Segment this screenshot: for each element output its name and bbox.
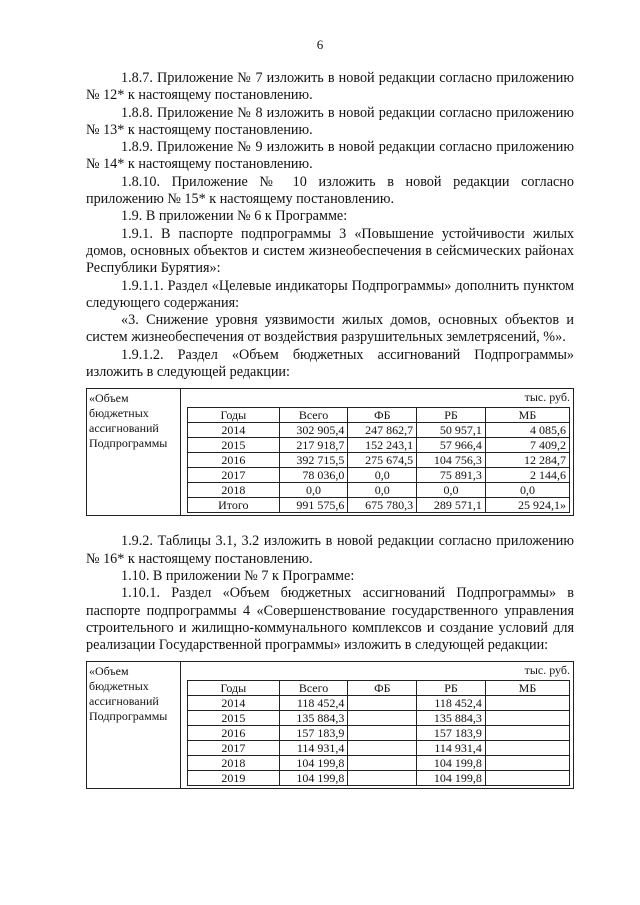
- table-cell: 75 891,3: [417, 468, 486, 483]
- table-row: [188, 696, 570, 711]
- column-header: ФБ: [348, 681, 417, 696]
- table-row: [188, 741, 570, 756]
- paragraph: 1.8.8. Приложение № 8 изложить в новой редакции согласно приложению № 13* к настоящему постановлению.: [86, 104, 574, 138]
- table-cell: 2 144,6: [485, 468, 569, 483]
- column-header: МБ: [485, 681, 569, 696]
- column-header: Всего: [279, 408, 348, 423]
- table-row: [188, 453, 570, 468]
- table-cell: 25 924,1»: [485, 498, 569, 513]
- table-cell: [348, 726, 417, 741]
- budget-table-2: [86, 661, 574, 789]
- paragraph: 1.10. В приложении № 7 к Программе:: [121, 567, 355, 584]
- table-row: [188, 726, 570, 741]
- column-header: Всего: [279, 681, 348, 696]
- table-cell: 289 571,1: [417, 498, 486, 513]
- table-cell: [485, 771, 569, 786]
- table-cell: Итого: [188, 498, 280, 513]
- table-row: [188, 711, 570, 726]
- table-cell: 7 409,2: [485, 438, 569, 453]
- table-header-row: [188, 408, 570, 423]
- table-cell: 217 918,7: [279, 438, 348, 453]
- table-cell: 2017: [188, 468, 280, 483]
- budget-data-table: [187, 680, 570, 786]
- table-cell: 2015: [188, 438, 280, 453]
- paragraph: 1.8.7. Приложение № 7 изложить в новой редакции согласно приложению № 12* к настоящему постановлению.: [86, 70, 574, 104]
- table-row: [188, 483, 570, 498]
- table-cell: 104 199,8: [279, 756, 348, 771]
- table-cell: 247 862,7: [348, 423, 417, 438]
- paragraph: 1.9.2. Таблицы 3.1, 3.2 изложить в новой редакции согласно приложению № 16* к настоящему постановлению.: [86, 533, 574, 567]
- table-cell: [348, 771, 417, 786]
- column-header: РБ: [417, 681, 486, 696]
- table-cell: 135 884,3: [279, 711, 348, 726]
- table-row-total: [188, 498, 570, 513]
- table-header-row: [188, 681, 570, 696]
- table-cell: 57 966,4: [417, 438, 486, 453]
- table-cell: 157 183,9: [417, 726, 486, 741]
- column-header: МБ: [485, 408, 569, 423]
- table-row: [188, 423, 570, 438]
- budget-table-1: [86, 388, 574, 516]
- page-number: 6: [316, 37, 324, 52]
- table-cell: 2018: [188, 756, 280, 771]
- table-row: [188, 468, 570, 483]
- table-cell: [348, 741, 417, 756]
- table-cell: [485, 756, 569, 771]
- budget-label: «Объем бюджетных ассигнований Подпрограммы: [87, 389, 181, 515]
- paragraph: 1.9.1.2. Раздел «Объем бюджетных ассигнований Подпрограммы» изложить в следующей редакции:: [86, 346, 574, 381]
- paragraph: 1.8.10. Приложение № 10 изложить в новой редакции согласно приложению № 15* к настоящему постановлению.: [86, 173, 574, 208]
- column-header: Годы: [188, 681, 280, 696]
- unit-label: тыс. руб.: [524, 390, 570, 405]
- table-cell: 0,0: [485, 483, 569, 498]
- paragraph: «3. Снижение уровня уязвимости жилых домов, основных объектов и систем жизнеобеспечения от воздействия разрушительных землетрясений, %».: [86, 312, 574, 346]
- table-row: [188, 756, 570, 771]
- table-cell: 4 085,6: [485, 423, 569, 438]
- table-cell: 275 674,5: [348, 453, 417, 468]
- table-cell: 991 575,6: [279, 498, 348, 513]
- table-row: [188, 438, 570, 453]
- paragraph: 1.9. В приложении № 6 к Программе:: [121, 208, 348, 225]
- table-cell: 104 756,3: [417, 453, 486, 468]
- table-cell: 50 957,1: [417, 423, 486, 438]
- document-body: [86, 70, 574, 789]
- table-cell: [485, 696, 569, 711]
- paragraph: 1.9.1.1. Раздел «Целевые индикаторы Подпрограммы» дополнить пунктом следующего содержания:: [86, 277, 574, 311]
- table-cell: [485, 726, 569, 741]
- table-cell: 152 243,1: [348, 438, 417, 453]
- budget-values: [181, 662, 573, 788]
- paragraph: 1.8.9. Приложение № 9 изложить в новой редакции согласно приложению № 14* к настоящему постановлению.: [86, 139, 574, 173]
- table-cell: 675 780,3: [348, 498, 417, 513]
- paragraph: 1.10.1. Раздел «Объем бюджетных ассигнований Подпрограммы» в паспорте подпрограммы 4 «Совершенствование государственного управления строительного и жилищно-коммунального комплексов и создание условий для реализации Государственной программы» изложить в следующей редакции:: [86, 585, 574, 654]
- table-cell: 114 931,4: [279, 741, 348, 756]
- table-cell: [348, 711, 417, 726]
- table-cell: 2018: [188, 483, 280, 498]
- table-cell: 2014: [188, 423, 280, 438]
- table-cell: 104 199,8: [417, 756, 486, 771]
- table-cell: 0,0: [348, 468, 417, 483]
- table-cell: 104 199,8: [279, 771, 348, 786]
- table-cell: 104 199,8: [417, 771, 486, 786]
- table-cell: 2017: [188, 741, 280, 756]
- table-cell: 118 452,4: [417, 696, 486, 711]
- table-cell: 302 905,4: [279, 423, 348, 438]
- table-cell: [485, 741, 569, 756]
- table-cell: 2016: [188, 726, 280, 741]
- table-cell: 135 884,3: [417, 711, 486, 726]
- column-header: Годы: [188, 408, 280, 423]
- table-cell: 114 931,4: [417, 741, 486, 756]
- table-cell: 392 715,5: [279, 453, 348, 468]
- budget-values: [181, 389, 573, 515]
- table-cell: [348, 696, 417, 711]
- table-cell: 2019: [188, 771, 280, 786]
- budget-label: «Объем бюджетных ассигнований Подпрограммы: [87, 662, 181, 788]
- table-cell: 2015: [188, 711, 280, 726]
- column-header: РБ: [417, 408, 486, 423]
- column-header: ФБ: [348, 408, 417, 423]
- table-cell: 2016: [188, 453, 280, 468]
- table-cell: 12 284,7: [485, 453, 569, 468]
- budget-data-table: [187, 407, 570, 513]
- table-cell: [348, 756, 417, 771]
- table-cell: 2014: [188, 696, 280, 711]
- table-cell: 0,0: [279, 483, 348, 498]
- table-cell: 118 452,4: [279, 696, 348, 711]
- table-cell: 0,0: [348, 483, 417, 498]
- unit-label: тыс. руб.: [524, 663, 570, 678]
- table-cell: 157 183,9: [279, 726, 348, 741]
- table-row: [188, 771, 570, 786]
- table-cell: 0,0: [417, 483, 486, 498]
- table-cell: 78 036,0: [279, 468, 348, 483]
- table-cell: [485, 711, 569, 726]
- paragraph: 1.9.1. В паспорте подпрограммы 3 «Повышение устойчивости жилых домов, основных объектов и систем жизнеобеспечения в сейсмических районах Республики Бурятия»:: [86, 225, 574, 277]
- spacer: [86, 516, 574, 533]
